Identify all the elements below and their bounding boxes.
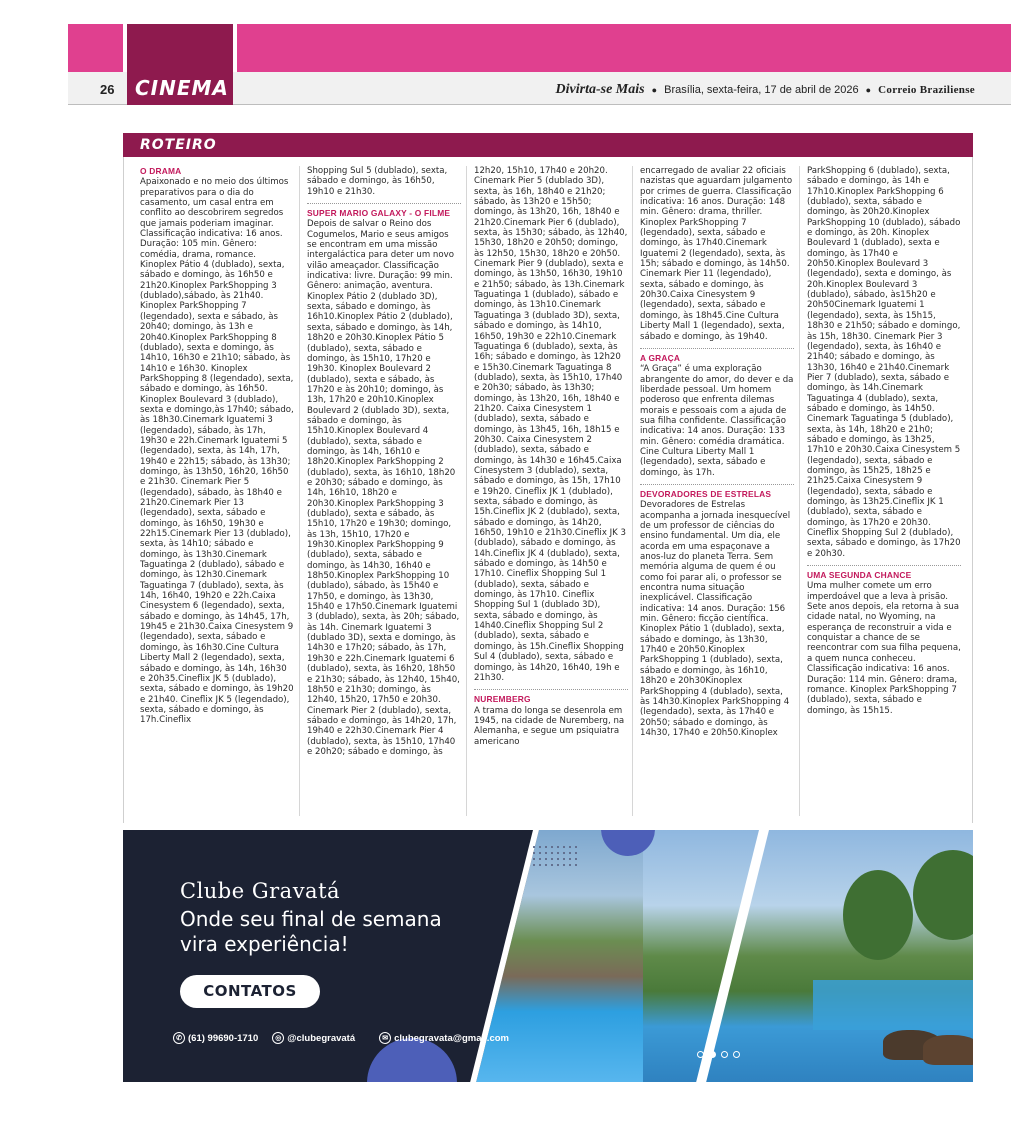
listing-column-2	[307, 166, 461, 816]
masthead	[556, 82, 975, 98]
column-divider	[632, 166, 633, 816]
movie-entry-continued	[807, 166, 961, 559]
bullet-separator: ●	[651, 85, 658, 95]
decorative-dot-grid	[531, 844, 579, 866]
movie-title: NUREMBERG	[474, 694, 531, 705]
carousel-indicators	[697, 1051, 740, 1058]
carousel-dot[interactable]	[733, 1051, 740, 1058]
phone-contact[interactable]	[173, 1032, 258, 1044]
listing-heading: ROTEIRO	[140, 137, 217, 153]
column-divider	[799, 166, 800, 816]
movie-entry-continued	[640, 166, 794, 342]
movie-title: DEVORADORES DE ESTRELAS	[640, 488, 772, 499]
movie-text: 12h20, 15h10, 17h40 e 20h20. Cinemark Pier 5 (dublado 3D), sexta, às 16h, 18h40 e 21h20; sábado, às 13h20 e 15h50; domingo, às 13h20, 16h, 18h40 e 21h20.Cinemark Pier 6 (dublado), sexta, às 15h30; sábado, às 12h40, 15h30, 18h20 e 20h50; domingo, às 12h50, 15h30, 18h20 e 20h50. Cinemark Pier 9 (dublado), sexta e domingo, às 13h50, 16h30, 19h10 e 21h50; sábado, às 13h.Cinemark Taguatinga 1 (dublado), sábado e domingo, às 13h10.Cinemark Taguatinga 3 (dublado 3D), sexta, sábado e domingo, às 14h10, 16h50, 19h30 e 22h10.Cinemark Taguatinga 6 (dublado), sexta, às 16h; sábado e domingo, às 12h20 e 15h30.Cinemark Taguatinga 8 (dublado), sexta, às 15h10, 17h40 e 20h30; sábado, às 13h30; domingo, às 13h20, 16h, 18h40 e 21h20. Caixa Cinesystem 1 (dublado), sexta, sábado e domingo, às 13h45, 16h, 18h15 e 20h30. Caixa Cinesystem 2 (dublado), sexta, sábado e domingo, às 14h30 e 16h45.Caixa Cinesystem 3 (dublado), sexta, sábado e domingo, às 15h, 17h10 e 19h20. Cineflix JK 1 (dublado), sexta, sábado e domingo, às 15h.Cineflix JK 2 (dublado), sexta, sábado e domingo, às 14h20, 16h50, 19h10 e 21h30.Cineflix JK 3 (dublado), sábado e domingo, às 14h.Cineflix JK 4 (dublado), sexta, sábado e domingo, às 14h50 e 17h10. Cineflix Shopping Sul 1 (dublado), sexta, sábado e domingo, às 17h10. Cineflix Shopping Sul 1 (dublado 3D), sexta, sábado e domingo, às 14h40.Cineflix Shopping Sul 2 (dublado), sexta, sábado e domingo, às 15h.Cineflix Shopping Sul 4 (dublado), sexta, sábado e domingo, às 14h20, 16h40, 19h e 21h30.	[474, 166, 628, 683]
movie-text: Depois de salvar o Reino dos Cogumelos, Mario e seus amigos se encontram em uma missão intergaláctica para deter um novo vilão ameaçador. Classificação indicativa: livre. Duração: 99 min. Gênero: animação, aventura. Kinoplex Pátio 2 (dublado 3D), sexta, sábado e domingo, às 16h10.Kinoplex Pátio 2 (dublado), sexta, sábado e domingo, às 14h, 18h20 e 20h30.Kinoplex Pátio 5 (dublado), sexta, sábado e domingo, às 15h10, 17h20 e 19h30. Kinoplex Boulevard 2 (dublado), sexta e sábado, às 17h20 e às 20h10; domingo, às 13h, 17h20 e 20h10.Kinoplex Boulevard 2 (dublado 3D), sexta, sábado e domingo, às 15h10.Kinoplex Boulevard 4 (dublado), sexta, sábado e domingo, às 14h, 16h10 e 18h20.Kinoplex ParkShopping 2 (dublado), sexta, às 16h10, 18h20 e 20h30; sábado e domingo, às 14h, 16h10, 18h20 e 20h30.Kinoplex ParkShopping 3 (dublado), sexta e sábado, às 15h10, 17h20 e 19h30; domingo, às 13h, 15h10, 17h20 e 19h30.Kinoplex ParkShopping 9 (dublado), sexta, sábado e domingo, às 14h30, 16h40 e 18h50.Kinoplex ParkShopping 10 (dublado), sábado, às 15h40 e 17h50, e domingo, às 13h30, 15h40 e 17h50.Cinemark Iguatemi 3 (dublado), sexta, às 20h; sábado, às 14h. Cinemark Iguatemi 3 (dublado 3D), sexta e domingo, às 14h30 e 17h20; sábado, às 17h, 19h30 e 22h.Cinemark Iguatemi 6 (dublado), sexta, às 16h20, 18h50 e 21h30; sábado, às 12h40, 15h40, 18h50 e 21h30; domingo, às 12h40, 15h20, 17h50 e 20h30. Cinemark Pier 2 (dublado), sexta, sábado e domingo, às 14h20, 17h, 19h40 e 22h30.Cinemark Pier 4 (dublado), sexta, às 15h10, 17h40 e 20h20; sábado e domingo, às	[307, 219, 460, 757]
movie-entry	[640, 353, 794, 478]
movie-text: Apaixonado e no meio dos últimos preparativos para o dia do casamento, um casal entra em conflito ao descobrirem segredos que jamais poderiam imaginar. Classificação indicativa: 16 anos. Duração: 105 min. Gênero: comédia, drama, romance. Kinoplex Pátio 4 (dublado), sexta, sábado e domingo, às 16h50 e 21h20.Kinoplex ParkShopping 3 (dublado),sábado, às 21h40. Kinoplex ParkShopping 7 (legendado), sexta e sábado, às 20h40; domingo, às 13h e 20h40.Kinoplex ParkShopping 8 (dublado), sexta e domingo, às 14h10, 16h30 e 21h10; sábado, às 14h10 e 16h30. Kinoplex ParkShopping 8 (legendado), sexta, sábado e domingo, às 16h50. Kinoplex Boulevard 3 (dublado), sexta e domingo,às 17h40; sábado, às 18h30.Cinemark Iguatemi 3 (legendado), sábado, às 17h, 19h30 e 22h.Cinemark Iguatemi 5 (legendado), sexta, às 14h, 17h, 19h40 e 22h15; sábado, às 13h30; domingo, às 13h50, 16h20, 16h50 e 21h30. Cinemark Pier 5 (legendado), sábado, às 18h40 e 21h20.Cinemark Pier 13 (legendado), sexta, sábado e domingo, às 16h50, 19h30 e 22h15.Cinemark Pier 13 (dublado), sexta, às 14h10; sábado e domingo, às 13h30.Cinemark Taguatinga 2 (dublado), sábado e domingo, às 12h30.Cinemark Taguatinga 7 (dublado), sexta, às 14h, 16h40, 19h20 e 22h.Caixa Cinesystem 6 (legendado), sexta, sábado e domingo, às 14h45, 17h, 19h45 e 21h30.Caixa Cinesystem 9 (legendado), sexta, sábado e domingo, às 16h30.Cine Cultura Liberty Mall 2 (legendado), sexta, sábado e domingo, às 14h, 16h30 e 20h35.Cineflix JK 5 (dublado), sexta, sábado e domingo, às 19h20 e 21h40. Cineflix JK 5 (legendado), sexta, sábado e domingo, às 17h.Cineflix	[140, 177, 294, 726]
email-icon: ✉	[379, 1032, 391, 1044]
column-divider	[466, 166, 467, 816]
movie-title: A GRAÇA	[640, 352, 681, 363]
phone-number: (61) 99690-1710	[188, 1032, 259, 1044]
horse-shape	[923, 1035, 973, 1065]
movie-entry	[307, 208, 461, 757]
movie-text: “A Graça” é uma exploração abrangente do amor, do dever e da liberdade pessoal. Um homem poderoso que enfrenta dilemas morais e pessoais com a ajuda de sua filha confidente. Classificação indicativa: 14 anos. Duração: 133 min. Gênero: comédia dramática. Cine Cultura Liberty Mall 1 (legendado), sexta, sábado e domingo, às 17h.	[640, 364, 794, 478]
email-address: clubegravata@gmail.com	[394, 1032, 509, 1044]
listing-column-1	[140, 166, 294, 816]
movie-title: UMA SEGUNDA CHANCE	[807, 570, 912, 581]
bullet-separator: ●	[865, 85, 872, 95]
entry-divider	[640, 484, 794, 485]
listing-column-5	[807, 166, 961, 816]
ad-contact-bar	[173, 1032, 509, 1044]
movie-entry	[474, 694, 628, 747]
movie-entry	[807, 570, 961, 716]
advertisement-banner[interactable]	[123, 830, 973, 1082]
movie-entry	[640, 489, 794, 738]
carousel-dot[interactable]	[721, 1051, 728, 1058]
header-band-divider	[233, 24, 237, 72]
contacts-button[interactable]: CONTATOS	[180, 975, 320, 1008]
movie-entry	[140, 166, 294, 726]
section-title: CINEMA	[135, 76, 229, 100]
instagram-contact[interactable]	[272, 1032, 355, 1044]
page-number: 26	[100, 82, 115, 97]
movie-title: SUPER MARIO GALAXY - O FILME	[307, 208, 451, 219]
listing-column-3	[474, 166, 628, 816]
listing-column-4	[640, 166, 794, 816]
ad-brand-name: Clube Gravatá	[180, 879, 341, 903]
entry-divider	[640, 348, 794, 349]
listing-heading-bar	[123, 133, 973, 157]
decorative-circle	[367, 1038, 457, 1082]
movie-text: encarregado de avaliar 22 oficiais nazistas que aguardam julgamento por crimes de guerra. Classificação indicativa: 16 anos. Duração: 148 min. Gênero: drama, thriller. Kinoplex ParkShopping 7 (legendado), sexta, sábado e domingo, às 17h40.Cinemark Iguatemi 2 (legendado), sexta, às 15h; sábado e domingo, às 14h50. Cinemark Pier 11 (legendado), sexta, sábado e domingo, às 20h30.Caixa Cinesystem 9 (legendado), sexta, sábado e domingo, às 18h45.Cine Cultura Liberty Mall 1 (legendado), sexta, sábado e domingo, às 19h40.	[640, 166, 793, 342]
newspaper-name: Correio Braziliense	[878, 84, 975, 96]
instagram-handle: @clubegravatá	[287, 1032, 356, 1044]
whatsapp-icon: ✆	[173, 1032, 185, 1044]
instagram-icon: ◎	[272, 1032, 284, 1044]
carousel-dot[interactable]	[697, 1051, 704, 1058]
carousel-dot[interactable]	[709, 1051, 716, 1058]
dateline: Brasília, sexta-feira, 17 de abril de 2026	[664, 84, 859, 96]
entry-divider	[807, 565, 961, 566]
movie-text: ParkShopping 6 (dublado), sexta, sábado e domingo, às 14h e 17h10.Kinoplex ParkShopping 6 (dublado), sexta, sábado e domingo, às 20h20.Kinoplex ParkShopping 10 (dublado), sábado e domingo, às 20h. Kinoplex Boulevard 1 (dublado), sexta e domingo, às 17h40 e 20h50.Kinoplex Boulevard 3 (legendado), sexta e domingo, às 20h.Kinoplex Boulevard 3 (dublado), sábado, às15h20 e 20h50Cinemark Iguatemi 1 (legendado), sexta, às 15h15, 18h30 e 21h50; sábado e domingo, às 15h, 18h30. Cinemark Pier 3 (legendado), sexta, às 16h40 e 21h40; sábado e domingo, às 13h30, 16h40 e 21h40.Cinemark Pier 7 (dublado), sexta, sábado e domingo, às 14h.Cinemark Taguatinga 4 (dublado), sexta, sábado e domingo, às 14h50. Cinemark Taguatinga 5 (dublado), sexta, às 14h, 18h20 e 21h0; sábado e domingo, às 13h25, 17h10 e 20h30.Caixa Cinesystem 5 (legendado), sexta, sábado e domingo, às 15h25, 18h25 e 21h25.Caixa Cinesystem 9 (legendado), sexta, sábado e domingo, às 13h25.Cineflix JK 1 (dublado), sexta, sábado e domingo, às 17h20 e 20h30. Cineflix Shopping Sul 2 (dublado), sexta, sábado e domingo, às 17h20 e 20h30.	[807, 166, 961, 559]
movie-entry-continued	[474, 166, 628, 683]
entry-divider	[307, 203, 461, 204]
movie-text: Devoradores de Estrelas acompanha a jornada inesquecível de um professor de ciências do ensino fundamental. Um dia, ele acorda em uma espaçonave a anos-luz do planeta Terra. Sem memória alguma de quem é ou como foi parar ali, o professor se encontra numa situação inexplicável. Classificação indicativa: 14 anos. Duração: 156 min. Gênero: ficção científica. Kinoplex Pátio 1 (dublado), sexta, sábado e domingo, às 13h30, 17h40 e 20h50.Kinoplex ParkShopping 1 (dublado), sexta, sábado e domingo, às 16h10, 18h20 e 20h30Kinoplex ParkShopping 4 (dublado), sexta, às 14h30.Kinoplex ParkShopping 4 (legendado), sexta, às 17h40 e 20h50; sábado e domingo, às 14h30, 17h40 e 20h50.Kinoplex	[640, 500, 791, 738]
entry-divider	[474, 689, 628, 690]
pool-shape	[813, 980, 973, 1030]
column-divider	[299, 166, 300, 816]
movie-text: Uma mulher comete um erro imperdoável que a leva à prisão. Sete anos depois, ela retorna à sua cidade natal, no Wyoming, na esperança de reconstruir a vida e conquistar a chance de se reencontrar com sua filha pequena, a quem nunca conheceu. Classificação indicativa: 16 anos. Duração: 114 min. Gênero: drama, romance. Kinoplex ParkShopping 7 (dublado), sexta, sábado e domingo, às 15h15.	[807, 581, 961, 716]
movie-title: O DRAMA	[140, 166, 182, 176]
movie-text: A trama do longa se desenrola em 1945, na cidade de Nuremberg, na Alemanha, e segue um psiquiatra americano	[474, 705, 625, 747]
email-contact[interactable]	[379, 1032, 509, 1044]
supplement-name: Divirta-se Mais	[555, 82, 645, 97]
ad-tagline: Onde seu final de semana vira experiência!	[180, 907, 442, 956]
tree-shape	[843, 870, 913, 960]
movie-entry-continued	[307, 166, 461, 197]
movie-text: Shopping Sul 5 (dublado), sexta, sábado e domingo, às 16h50, 19h10 e 21h30.	[307, 166, 448, 197]
